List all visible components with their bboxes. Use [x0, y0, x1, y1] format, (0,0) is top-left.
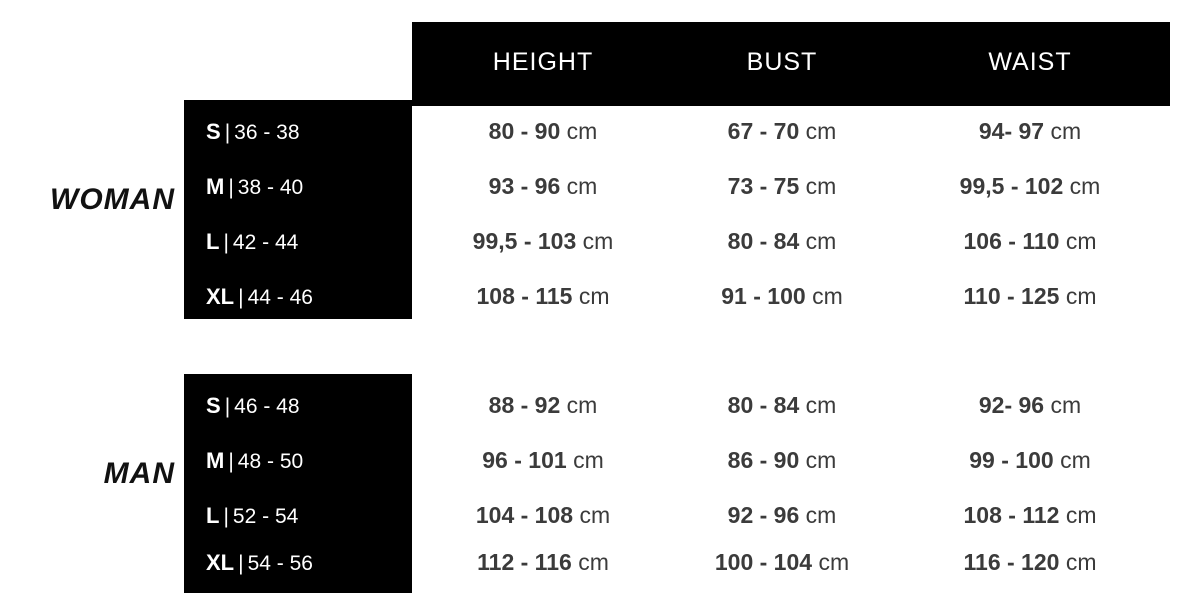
table-row	[0, 104, 1200, 159]
table-row	[0, 378, 1200, 433]
measurement-waist	[890, 535, 1170, 590]
size-separator: |	[224, 395, 231, 418]
size-range: 42 - 44	[232, 231, 299, 254]
measurement-value: 108 - 112	[963, 502, 1060, 528]
measurement-unit: cm	[582, 228, 614, 254]
measurement-value: 80 - 90	[488, 118, 561, 144]
measurement-waist	[890, 104, 1170, 159]
size-range: 38 - 40	[237, 176, 304, 199]
table-row	[0, 433, 1200, 488]
measurement-waist	[890, 433, 1170, 488]
measurement-bust	[674, 535, 890, 590]
measurement-value: 80 - 84	[727, 228, 800, 254]
size-separator: |	[228, 450, 234, 473]
size-range: 54 - 56	[247, 552, 313, 575]
measurement-unit: cm	[1065, 502, 1097, 528]
measurement-height	[412, 535, 674, 590]
size-range: 52 - 54	[232, 505, 299, 528]
size-cell	[184, 159, 412, 214]
size-cell	[184, 433, 412, 488]
measurement-value: 99,5 - 102	[959, 173, 1064, 199]
measurement-waist	[890, 214, 1170, 269]
measurement-value: 93 - 96	[488, 173, 561, 199]
size-cell	[184, 269, 412, 324]
measurement-height	[412, 269, 674, 324]
measurement-unit: cm	[1065, 283, 1097, 309]
measurement-value: 106 - 110	[963, 228, 1060, 254]
measurement-unit: cm	[1050, 118, 1082, 144]
measurement-bust	[674, 104, 890, 159]
size-range: 44 - 46	[247, 286, 313, 309]
table-row	[0, 159, 1200, 214]
measurement-value: 86 - 90	[727, 447, 800, 473]
table-row	[0, 214, 1200, 269]
size-separator: |	[223, 505, 229, 528]
size-separator: |	[238, 286, 244, 309]
measurement-height	[412, 433, 674, 488]
measurement-value: 100 - 104	[714, 549, 813, 575]
measurement-unit: cm	[566, 118, 598, 144]
measurement-value: 80 - 84	[727, 392, 800, 418]
column-header-height: HEIGHT	[492, 48, 594, 76]
size-cell	[184, 535, 412, 590]
measurement-value: 94- 97	[978, 118, 1045, 144]
measurement-value: 67 - 70	[727, 118, 800, 144]
size-label: L	[206, 229, 220, 254]
size-cell	[184, 104, 412, 159]
measurement-bust	[674, 269, 890, 324]
measurement-value: 92- 96	[978, 392, 1045, 418]
measurement-value: 99 - 100	[969, 447, 1054, 473]
size-label: L	[206, 503, 220, 528]
measurement-bust	[674, 214, 890, 269]
measurement-value: 108 - 115	[476, 283, 573, 309]
measurement-waist	[890, 159, 1170, 214]
measurement-height	[412, 159, 674, 214]
measurement-value: 104 - 108	[475, 502, 574, 528]
measurement-unit: cm	[566, 173, 598, 199]
size-range: 46 - 48	[234, 395, 300, 418]
size-separator: |	[224, 121, 231, 144]
size-cell	[184, 214, 412, 269]
measurement-unit: cm	[805, 118, 837, 144]
measurement-value: 91 - 100	[721, 283, 806, 309]
size-range: 48 - 50	[237, 450, 304, 473]
size-label: XL	[206, 284, 235, 309]
measurement-unit: cm	[805, 173, 837, 199]
size-cell	[184, 378, 412, 433]
measurement-unit: cm	[805, 447, 837, 473]
measurement-unit: cm	[805, 228, 837, 254]
group-label-man: MAN	[103, 457, 175, 490]
size-label: M	[206, 174, 225, 199]
measurement-waist	[890, 378, 1170, 433]
measurement-value: 73 - 75	[727, 173, 800, 199]
size-label: S	[206, 393, 221, 418]
measurement-value: 116 - 120	[963, 549, 1060, 575]
column-header-waist: WAIST	[988, 48, 1072, 76]
measurement-value: 88 - 92	[488, 392, 561, 418]
measurement-unit: cm	[1065, 228, 1097, 254]
size-label: XL	[206, 550, 235, 575]
size-separator: |	[238, 552, 244, 575]
measurement-unit: cm	[805, 502, 837, 528]
measurement-height	[412, 214, 674, 269]
measurement-unit: cm	[578, 283, 610, 309]
measurement-unit: cm	[578, 549, 609, 575]
measurement-unit: cm	[818, 549, 850, 575]
measurement-bust	[674, 378, 890, 433]
table-row	[0, 535, 1200, 590]
measurement-unit: cm	[573, 447, 604, 473]
size-separator: |	[223, 231, 229, 254]
size-range: 36 - 38	[234, 121, 300, 144]
measurement-value: 110 - 125	[963, 283, 1060, 309]
size-label: S	[206, 119, 221, 144]
measurement-unit: cm	[579, 502, 611, 528]
measurement-value: 96 - 101	[482, 447, 567, 473]
measurement-height	[412, 104, 674, 159]
size-separator: |	[228, 176, 234, 199]
measurement-value: 92 - 96	[727, 502, 800, 528]
measurement-waist	[890, 269, 1170, 324]
table-row	[0, 269, 1200, 324]
measurement-unit: cm	[566, 392, 598, 418]
measurement-unit: cm	[1060, 447, 1091, 473]
measurement-unit: cm	[812, 283, 843, 309]
measurement-unit: cm	[1069, 173, 1101, 199]
size-label: M	[206, 448, 225, 473]
column-header-bust: BUST	[746, 48, 818, 76]
measurement-bust	[674, 159, 890, 214]
group-label-woman: WOMAN	[50, 183, 175, 216]
measurement-unit: cm	[1050, 392, 1082, 418]
measurement-unit: cm	[1065, 549, 1097, 575]
measurement-value: 99,5 - 103	[472, 228, 577, 254]
measurement-value: 112 - 116	[477, 549, 572, 575]
measurement-bust	[674, 433, 890, 488]
measurement-unit: cm	[805, 392, 837, 418]
measurement-height	[412, 378, 674, 433]
